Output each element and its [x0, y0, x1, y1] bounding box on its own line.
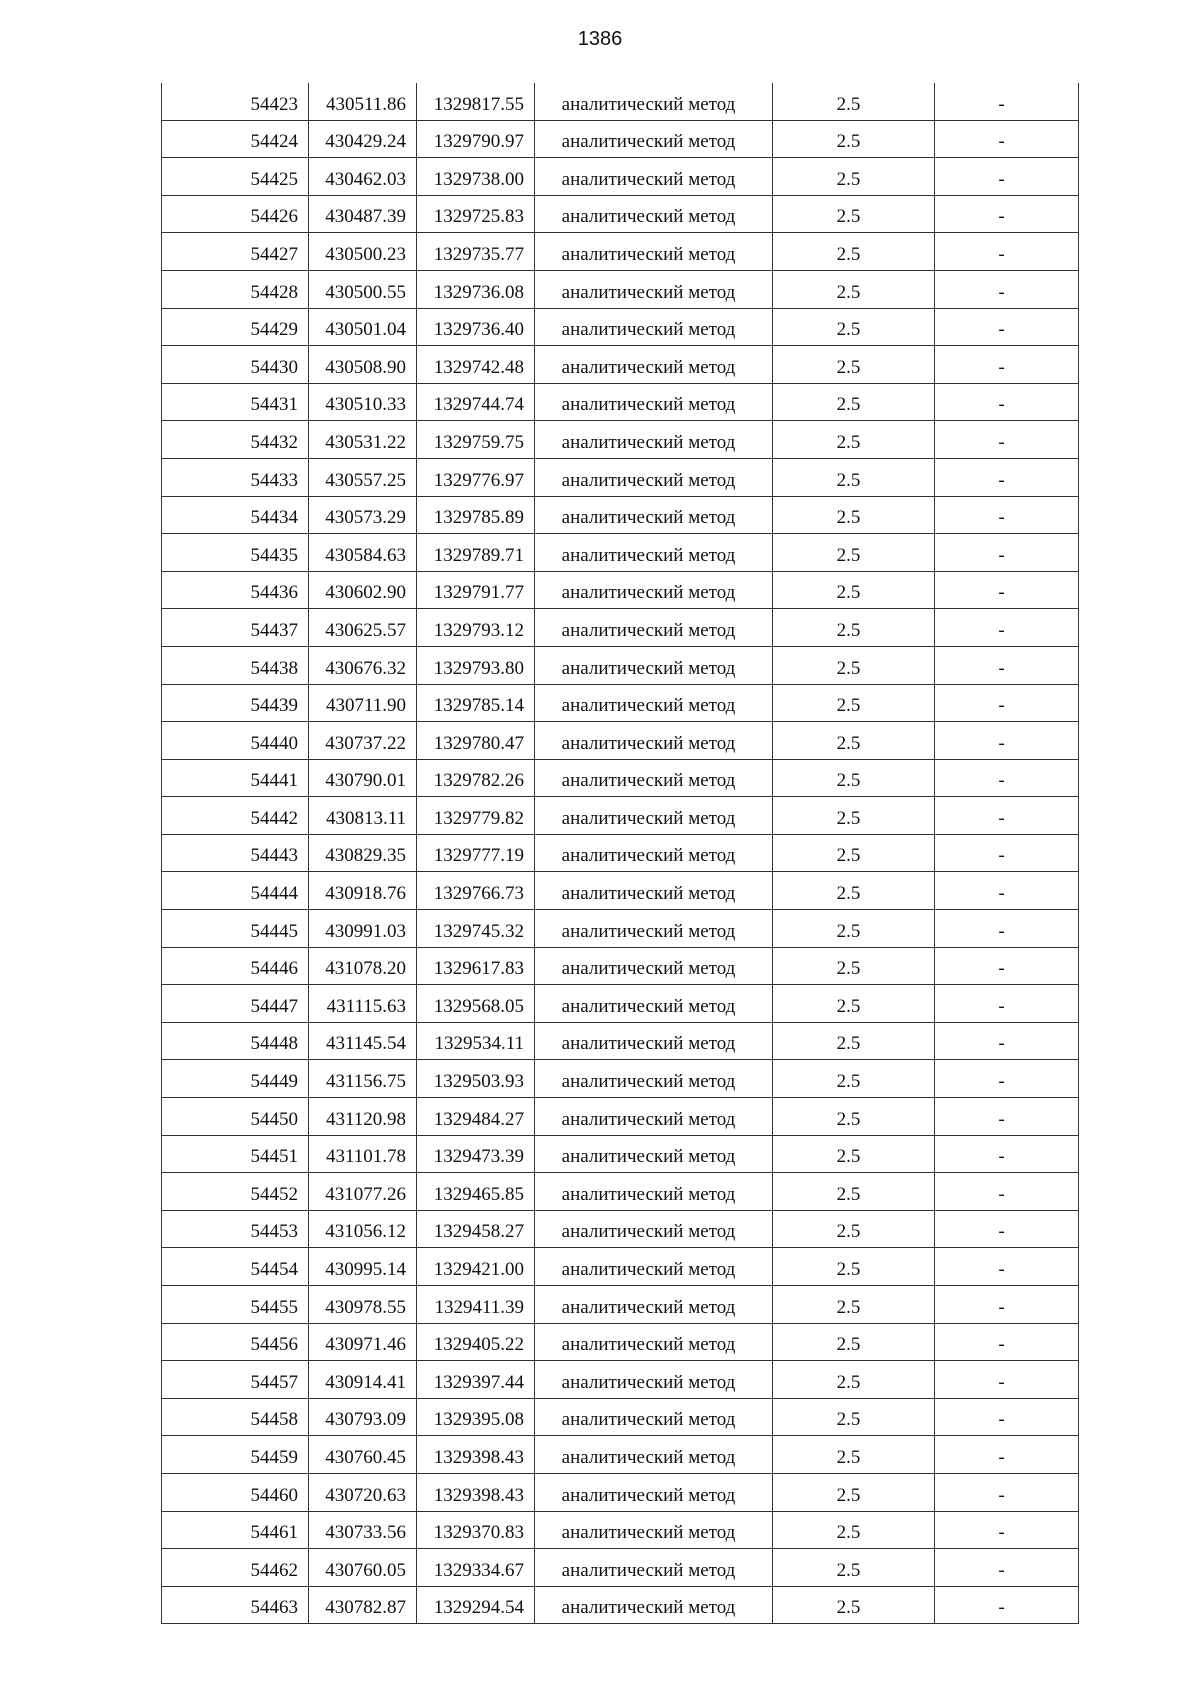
method-cell: аналитический метод: [535, 308, 773, 346]
method-cell: аналитический метод: [535, 646, 773, 684]
table-row: [162, 1511, 1079, 1549]
method-cell: аналитический метод: [535, 759, 773, 797]
note-cell: -: [935, 571, 1079, 609]
x-coordinate-cell: 431156.75: [309, 1060, 417, 1098]
table-body: [162, 83, 1079, 1624]
point-number-cell: 54462: [162, 1549, 309, 1587]
table-row: [162, 83, 1079, 120]
x-coordinate-cell: 430602.90: [309, 571, 417, 609]
method-cell: аналитический метод: [535, 158, 773, 196]
y-coordinate-cell: 1329745.32: [417, 910, 535, 948]
method-cell: аналитический метод: [535, 1436, 773, 1474]
accuracy-cell: 2.5: [773, 308, 935, 346]
method-cell: аналитический метод: [535, 797, 773, 835]
y-coordinate-cell: 1329334.67: [417, 1549, 535, 1587]
x-coordinate-cell: 430676.32: [309, 646, 417, 684]
accuracy-cell: 2.5: [773, 872, 935, 910]
x-coordinate-cell: 430584.63: [309, 534, 417, 572]
method-cell: аналитический метод: [535, 1135, 773, 1173]
accuracy-cell: 2.5: [773, 1210, 935, 1248]
x-coordinate-cell: 430500.23: [309, 233, 417, 271]
point-number-cell: 54449: [162, 1060, 309, 1098]
table-row: [162, 1398, 1079, 1436]
note-cell: -: [935, 308, 1079, 346]
x-coordinate-cell: 431056.12: [309, 1210, 417, 1248]
y-coordinate-cell: 1329742.48: [417, 346, 535, 384]
note-cell: -: [935, 872, 1079, 910]
y-coordinate-cell: 1329421.00: [417, 1248, 535, 1286]
y-coordinate-cell: 1329503.93: [417, 1060, 535, 1098]
point-number-cell: 54441: [162, 759, 309, 797]
table-row: [162, 985, 1079, 1023]
y-coordinate-cell: 1329398.43: [417, 1473, 535, 1511]
method-cell: аналитический метод: [535, 83, 773, 120]
accuracy-cell: 2.5: [773, 985, 935, 1023]
method-cell: аналитический метод: [535, 1173, 773, 1211]
y-coordinate-cell: 1329744.74: [417, 383, 535, 421]
method-cell: аналитический метод: [535, 872, 773, 910]
point-number-cell: 54430: [162, 346, 309, 384]
table-row: [162, 1436, 1079, 1474]
method-cell: аналитический метод: [535, 1060, 773, 1098]
table-row: [162, 1473, 1079, 1511]
table-row: [162, 872, 1079, 910]
y-coordinate-cell: 1329294.54: [417, 1586, 535, 1624]
method-cell: аналитический метод: [535, 458, 773, 496]
y-coordinate-cell: 1329725.83: [417, 195, 535, 233]
note-cell: -: [935, 1135, 1079, 1173]
page-number: 1386: [577, 28, 623, 50]
x-coordinate-cell: 430531.22: [309, 421, 417, 459]
y-coordinate-cell: 1329398.43: [417, 1436, 535, 1474]
method-cell: аналитический метод: [535, 1210, 773, 1248]
table-row: [162, 1135, 1079, 1173]
y-coordinate-cell: 1329791.77: [417, 571, 535, 609]
table-row: [162, 270, 1079, 308]
point-number-cell: 54458: [162, 1398, 309, 1436]
table-row: [162, 947, 1079, 985]
note-cell: -: [935, 1473, 1079, 1511]
point-number-cell: 54436: [162, 571, 309, 609]
point-number-cell: 54451: [162, 1135, 309, 1173]
table-row: [162, 421, 1079, 459]
method-cell: аналитический метод: [535, 195, 773, 233]
note-cell: -: [935, 1286, 1079, 1324]
note-cell: -: [935, 383, 1079, 421]
y-coordinate-cell: 1329777.19: [417, 834, 535, 872]
accuracy-cell: 2.5: [773, 1098, 935, 1136]
accuracy-cell: 2.5: [773, 910, 935, 948]
point-number-cell: 54428: [162, 270, 309, 308]
note-cell: -: [935, 759, 1079, 797]
method-cell: аналитический метод: [535, 609, 773, 647]
y-coordinate-cell: 1329817.55: [417, 83, 535, 120]
y-coordinate-cell: 1329473.39: [417, 1135, 535, 1173]
accuracy-cell: 2.5: [773, 421, 935, 459]
y-coordinate-cell: 1329484.27: [417, 1098, 535, 1136]
table-row: [162, 195, 1079, 233]
point-number-cell: 54463: [162, 1586, 309, 1624]
coordinates-table: [161, 83, 1079, 1624]
table-row: [162, 1060, 1079, 1098]
method-cell: аналитический метод: [535, 1098, 773, 1136]
accuracy-cell: 2.5: [773, 1586, 935, 1624]
point-number-cell: 54429: [162, 308, 309, 346]
x-coordinate-cell: 430510.33: [309, 383, 417, 421]
y-coordinate-cell: 1329779.82: [417, 797, 535, 835]
method-cell: аналитический метод: [535, 1323, 773, 1361]
method-cell: аналитический метод: [535, 834, 773, 872]
note-cell: -: [935, 421, 1079, 459]
accuracy-cell: 2.5: [773, 1511, 935, 1549]
accuracy-cell: 2.5: [773, 1549, 935, 1587]
table-row: [162, 1173, 1079, 1211]
table-row: [162, 308, 1079, 346]
accuracy-cell: 2.5: [773, 233, 935, 271]
y-coordinate-cell: 1329411.39: [417, 1286, 535, 1324]
accuracy-cell: 2.5: [773, 947, 935, 985]
point-number-cell: 54457: [162, 1361, 309, 1399]
note-cell: -: [935, 910, 1079, 948]
method-cell: аналитический метод: [535, 684, 773, 722]
y-coordinate-cell: 1329785.89: [417, 496, 535, 534]
y-coordinate-cell: 1329397.44: [417, 1361, 535, 1399]
note-cell: -: [935, 120, 1079, 158]
y-coordinate-cell: 1329735.77: [417, 233, 535, 271]
x-coordinate-cell: 431145.54: [309, 1022, 417, 1060]
x-coordinate-cell: 430829.35: [309, 834, 417, 872]
note-cell: -: [935, 1060, 1079, 1098]
accuracy-cell: 2.5: [773, 158, 935, 196]
note-cell: -: [935, 458, 1079, 496]
y-coordinate-cell: 1329465.85: [417, 1173, 535, 1211]
method-cell: аналитический метод: [535, 421, 773, 459]
accuracy-cell: 2.5: [773, 1398, 935, 1436]
table-row: [162, 797, 1079, 835]
y-coordinate-cell: 1329782.26: [417, 759, 535, 797]
point-number-cell: 54446: [162, 947, 309, 985]
table-row: [162, 1022, 1079, 1060]
note-cell: -: [935, 1511, 1079, 1549]
accuracy-cell: 2.5: [773, 571, 935, 609]
point-number-cell: 54438: [162, 646, 309, 684]
y-coordinate-cell: 1329789.71: [417, 534, 535, 572]
y-coordinate-cell: 1329395.08: [417, 1398, 535, 1436]
y-coordinate-cell: 1329405.22: [417, 1323, 535, 1361]
x-coordinate-cell: 430429.24: [309, 120, 417, 158]
y-coordinate-cell: 1329780.47: [417, 722, 535, 760]
point-number-cell: 54426: [162, 195, 309, 233]
x-coordinate-cell: 430782.87: [309, 1586, 417, 1624]
accuracy-cell: 2.5: [773, 1323, 935, 1361]
table-row: [162, 722, 1079, 760]
accuracy-cell: 2.5: [773, 834, 935, 872]
accuracy-cell: 2.5: [773, 646, 935, 684]
x-coordinate-cell: 430760.05: [309, 1549, 417, 1587]
point-number-cell: 54455: [162, 1286, 309, 1324]
x-coordinate-cell: 430462.03: [309, 158, 417, 196]
table-row: [162, 609, 1079, 647]
note-cell: -: [935, 1436, 1079, 1474]
x-coordinate-cell: 430511.86: [309, 83, 417, 120]
note-cell: -: [935, 1323, 1079, 1361]
x-coordinate-cell: 431078.20: [309, 947, 417, 985]
accuracy-cell: 2.5: [773, 1135, 935, 1173]
note-cell: -: [935, 158, 1079, 196]
x-coordinate-cell: 430711.90: [309, 684, 417, 722]
table-row: [162, 346, 1079, 384]
accuracy-cell: 2.5: [773, 1060, 935, 1098]
accuracy-cell: 2.5: [773, 797, 935, 835]
note-cell: -: [935, 346, 1079, 384]
note-cell: -: [935, 534, 1079, 572]
table-row: [162, 496, 1079, 534]
y-coordinate-cell: 1329736.40: [417, 308, 535, 346]
x-coordinate-cell: 430508.90: [309, 346, 417, 384]
y-coordinate-cell: 1329534.11: [417, 1022, 535, 1060]
method-cell: аналитический метод: [535, 233, 773, 271]
method-cell: аналитический метод: [535, 910, 773, 948]
note-cell: -: [935, 496, 1079, 534]
point-number-cell: 54425: [162, 158, 309, 196]
table-row: [162, 1549, 1079, 1587]
point-number-cell: 54442: [162, 797, 309, 835]
note-cell: -: [935, 1210, 1079, 1248]
note-cell: -: [935, 1022, 1079, 1060]
point-number-cell: 54445: [162, 910, 309, 948]
x-coordinate-cell: 430793.09: [309, 1398, 417, 1436]
method-cell: аналитический метод: [535, 1511, 773, 1549]
table-row: [162, 1323, 1079, 1361]
note-cell: -: [935, 1098, 1079, 1136]
note-cell: -: [935, 684, 1079, 722]
x-coordinate-cell: 431115.63: [309, 985, 417, 1023]
note-cell: -: [935, 270, 1079, 308]
note-cell: -: [935, 1361, 1079, 1399]
method-cell: аналитический метод: [535, 1286, 773, 1324]
note-cell: -: [935, 1549, 1079, 1587]
accuracy-cell: 2.5: [773, 1248, 935, 1286]
accuracy-cell: 2.5: [773, 534, 935, 572]
method-cell: аналитический метод: [535, 534, 773, 572]
x-coordinate-cell: 430914.41: [309, 1361, 417, 1399]
point-number-cell: 54423: [162, 83, 309, 120]
accuracy-cell: 2.5: [773, 496, 935, 534]
x-coordinate-cell: 430760.45: [309, 1436, 417, 1474]
x-coordinate-cell: 430737.22: [309, 722, 417, 760]
note-cell: -: [935, 646, 1079, 684]
point-number-cell: 54440: [162, 722, 309, 760]
point-number-cell: 54437: [162, 609, 309, 647]
point-number-cell: 54456: [162, 1323, 309, 1361]
point-number-cell: 54443: [162, 834, 309, 872]
method-cell: аналитический метод: [535, 985, 773, 1023]
method-cell: аналитический метод: [535, 1473, 773, 1511]
y-coordinate-cell: 1329766.73: [417, 872, 535, 910]
table-row: [162, 759, 1079, 797]
point-number-cell: 54461: [162, 1511, 309, 1549]
note-cell: -: [935, 985, 1079, 1023]
note-cell: -: [935, 609, 1079, 647]
y-coordinate-cell: 1329776.97: [417, 458, 535, 496]
note-cell: -: [935, 1398, 1079, 1436]
y-coordinate-cell: 1329617.83: [417, 947, 535, 985]
table-row: [162, 1361, 1079, 1399]
accuracy-cell: 2.5: [773, 684, 935, 722]
method-cell: аналитический метод: [535, 383, 773, 421]
x-coordinate-cell: 430790.01: [309, 759, 417, 797]
accuracy-cell: 2.5: [773, 1436, 935, 1474]
table-row: [162, 1248, 1079, 1286]
accuracy-cell: 2.5: [773, 195, 935, 233]
method-cell: аналитический метод: [535, 120, 773, 158]
x-coordinate-cell: 430573.29: [309, 496, 417, 534]
table-row: [162, 1098, 1079, 1136]
method-cell: аналитический метод: [535, 947, 773, 985]
accuracy-cell: 2.5: [773, 458, 935, 496]
accuracy-cell: 2.5: [773, 346, 935, 384]
point-number-cell: 54432: [162, 421, 309, 459]
x-coordinate-cell: 430971.46: [309, 1323, 417, 1361]
method-cell: аналитический метод: [535, 496, 773, 534]
y-coordinate-cell: 1329790.97: [417, 120, 535, 158]
accuracy-cell: 2.5: [773, 1173, 935, 1211]
accuracy-cell: 2.5: [773, 1473, 935, 1511]
table-row: [162, 834, 1079, 872]
note-cell: -: [935, 947, 1079, 985]
table-row: [162, 383, 1079, 421]
method-cell: аналитический метод: [535, 1361, 773, 1399]
point-number-cell: 54444: [162, 872, 309, 910]
y-coordinate-cell: 1329738.00: [417, 158, 535, 196]
y-coordinate-cell: 1329370.83: [417, 1511, 535, 1549]
x-coordinate-cell: 430813.11: [309, 797, 417, 835]
y-coordinate-cell: 1329759.75: [417, 421, 535, 459]
x-coordinate-cell: 431077.26: [309, 1173, 417, 1211]
note-cell: -: [935, 722, 1079, 760]
table-row: [162, 1586, 1079, 1624]
method-cell: аналитический метод: [535, 346, 773, 384]
table-row: [162, 1210, 1079, 1248]
note-cell: -: [935, 797, 1079, 835]
table-row: [162, 534, 1079, 572]
accuracy-cell: 2.5: [773, 1361, 935, 1399]
point-number-cell: 54459: [162, 1436, 309, 1474]
x-coordinate-cell: 430978.55: [309, 1286, 417, 1324]
method-cell: аналитический метод: [535, 1586, 773, 1624]
point-number-cell: 54450: [162, 1098, 309, 1136]
accuracy-cell: 2.5: [773, 1022, 935, 1060]
y-coordinate-cell: 1329458.27: [417, 1210, 535, 1248]
x-coordinate-cell: 430918.76: [309, 872, 417, 910]
y-coordinate-cell: 1329785.14: [417, 684, 535, 722]
table-row: [162, 684, 1079, 722]
y-coordinate-cell: 1329793.80: [417, 646, 535, 684]
x-coordinate-cell: 430487.39: [309, 195, 417, 233]
point-number-cell: 54431: [162, 383, 309, 421]
point-number-cell: 54452: [162, 1173, 309, 1211]
method-cell: аналитический метод: [535, 1549, 773, 1587]
table-row: [162, 571, 1079, 609]
point-number-cell: 54433: [162, 458, 309, 496]
table-row: [162, 910, 1079, 948]
accuracy-cell: 2.5: [773, 759, 935, 797]
y-coordinate-cell: 1329568.05: [417, 985, 535, 1023]
accuracy-cell: 2.5: [773, 1286, 935, 1324]
table-row: [162, 1286, 1079, 1324]
table-row: [162, 646, 1079, 684]
note-cell: -: [935, 1173, 1079, 1211]
note-cell: -: [935, 834, 1079, 872]
accuracy-cell: 2.5: [773, 383, 935, 421]
note-cell: -: [935, 233, 1079, 271]
point-number-cell: 54424: [162, 120, 309, 158]
point-number-cell: 54434: [162, 496, 309, 534]
table-row: [162, 458, 1079, 496]
accuracy-cell: 2.5: [773, 120, 935, 158]
accuracy-cell: 2.5: [773, 270, 935, 308]
note-cell: -: [935, 195, 1079, 233]
point-number-cell: 54427: [162, 233, 309, 271]
accuracy-cell: 2.5: [773, 722, 935, 760]
method-cell: аналитический метод: [535, 722, 773, 760]
x-coordinate-cell: 431120.98: [309, 1098, 417, 1136]
x-coordinate-cell: 430501.04: [309, 308, 417, 346]
accuracy-cell: 2.5: [773, 609, 935, 647]
point-number-cell: 54439: [162, 684, 309, 722]
x-coordinate-cell: 430991.03: [309, 910, 417, 948]
x-coordinate-cell: 430625.57: [309, 609, 417, 647]
x-coordinate-cell: 430995.14: [309, 1248, 417, 1286]
point-number-cell: 54435: [162, 534, 309, 572]
y-coordinate-cell: 1329736.08: [417, 270, 535, 308]
x-coordinate-cell: 431101.78: [309, 1135, 417, 1173]
table-row: [162, 158, 1079, 196]
table-row: [162, 233, 1079, 271]
method-cell: аналитический метод: [535, 1398, 773, 1436]
accuracy-cell: 2.5: [773, 83, 935, 120]
point-number-cell: 54448: [162, 1022, 309, 1060]
x-coordinate-cell: 430557.25: [309, 458, 417, 496]
table-row: [162, 120, 1079, 158]
method-cell: аналитический метод: [535, 571, 773, 609]
point-number-cell: 54453: [162, 1210, 309, 1248]
note-cell: -: [935, 1248, 1079, 1286]
y-coordinate-cell: 1329793.12: [417, 609, 535, 647]
point-number-cell: 54447: [162, 985, 309, 1023]
method-cell: аналитический метод: [535, 1248, 773, 1286]
note-cell: -: [935, 1586, 1079, 1624]
note-cell: -: [935, 83, 1079, 120]
x-coordinate-cell: 430733.56: [309, 1511, 417, 1549]
point-number-cell: 54454: [162, 1248, 309, 1286]
x-coordinate-cell: 430500.55: [309, 270, 417, 308]
point-number-cell: 54460: [162, 1473, 309, 1511]
x-coordinate-cell: 430720.63: [309, 1473, 417, 1511]
method-cell: аналитический метод: [535, 270, 773, 308]
method-cell: аналитический метод: [535, 1022, 773, 1060]
